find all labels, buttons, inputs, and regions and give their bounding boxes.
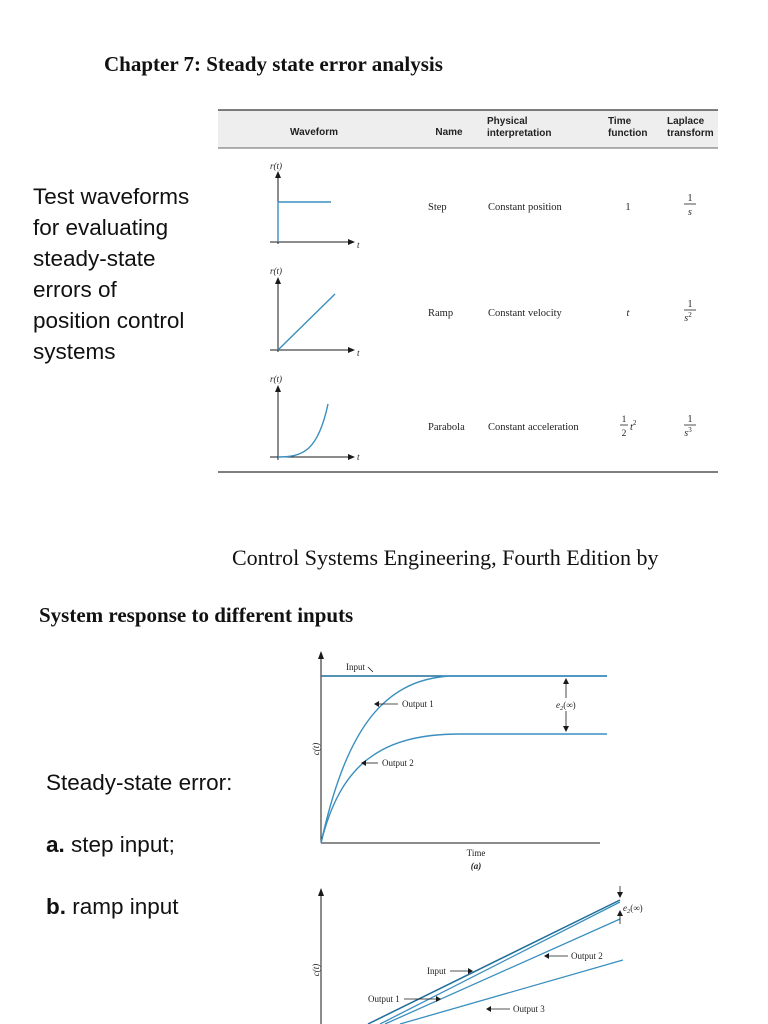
chapter-title: Chapter 7: Steady state error analysis <box>104 52 443 76</box>
caption-a-label: a. <box>46 832 65 857</box>
parabola-axis-x-label: t <box>357 452 360 462</box>
header-name: Name <box>435 127 463 138</box>
fig-b-output1-line <box>380 902 620 1024</box>
parabola-y-arrow <box>275 385 281 392</box>
ramp-y-arrow <box>275 277 281 284</box>
fig-a-error-label: $e_2(\infty)$ <box>556 700 576 712</box>
step-axis-y-label: r(t) <box>270 161 282 171</box>
fig-a-error-arrow-top <box>563 678 569 684</box>
header-waveform: Waveform <box>290 127 338 138</box>
fig-b-input-label: Input <box>427 966 446 976</box>
time-variable: $t^2$ <box>630 419 637 433</box>
fig-a-input-label: Input <box>346 662 365 672</box>
laplace-numerator: 1 <box>687 414 693 425</box>
fig-b-output2-label: Output 2 <box>571 951 603 961</box>
caption-b-label: b. <box>46 894 66 919</box>
fig-b-output3-arrowhead <box>486 1006 491 1012</box>
row-time-function: t <box>626 308 630 319</box>
header-laplace: Laplace <box>667 116 705 127</box>
fig-b-output1-label: Output 1 <box>368 994 400 1004</box>
steady-state-error-caption <box>46 736 286 953</box>
time-fraction-numerator: 1 <box>621 415 627 425</box>
fig-b-output1-arrowhead <box>436 996 441 1002</box>
parabola-waveform <box>278 404 328 457</box>
fig-a-y-arrow <box>318 651 324 659</box>
fig-b-output2-arrowhead <box>544 953 549 959</box>
laplace-denominator: $s^2$ <box>684 311 692 324</box>
laplace-numerator: 1 <box>687 299 693 310</box>
row-interpretation: Constant position <box>488 202 562 213</box>
step-x-arrow <box>348 239 355 245</box>
fig-b-input-line <box>368 900 620 1024</box>
row-name: Step <box>428 202 447 213</box>
row-name: Ramp <box>428 308 454 319</box>
header-interpretation: interpretation <box>487 128 552 139</box>
ramp-waveform <box>278 294 335 350</box>
fig-a-error-arrow-bottom <box>563 726 569 732</box>
caption-line-1: Steady-state error: <box>46 770 233 795</box>
ramp-response-figure <box>300 882 660 1024</box>
ramp-x-arrow <box>348 347 355 353</box>
fig-a-xlabel: Time <box>466 848 486 858</box>
caption-line-b <box>46 891 286 922</box>
book-credit: Control Systems Engineering, Fourth Edition by <box>232 545 659 570</box>
caption-b-text: ramp input <box>66 894 179 919</box>
fig-a-caption: (a) <box>470 861 482 871</box>
step-response-figure <box>300 645 620 875</box>
parabola-x-arrow <box>348 454 355 460</box>
fig-a-ylabel: c(t) <box>311 742 321 756</box>
fig-a-output1-label: Output 1 <box>402 699 434 709</box>
ramp-axis-y-label: r(t) <box>270 266 282 276</box>
step-axis-x-label: t <box>357 240 360 250</box>
fig-b-error-label: $e_2(\infty)$ <box>623 903 643 915</box>
header-function: function <box>608 128 648 139</box>
fig-b-ylabel: c(t) <box>311 963 321 977</box>
fig-b-output3-label: Output 3 <box>513 1004 545 1014</box>
test-waveforms-caption: Test waveforms for evaluating steady-state errors of position control systems <box>33 184 190 364</box>
row-time-function: 1 <box>625 202 631 213</box>
ramp-axis-x-label: t <box>357 348 360 358</box>
test-waveforms-table <box>218 108 718 476</box>
table-row <box>270 266 696 358</box>
fig-a-output2-label: Output 2 <box>382 758 414 768</box>
fig-a-output2-curve <box>321 734 607 843</box>
header-time: Time <box>608 116 632 127</box>
caption-line-a <box>46 829 286 860</box>
row-interpretation: Constant velocity <box>488 308 562 319</box>
step-waveform <box>278 202 331 242</box>
fig-a-output1-arrowhead <box>374 701 379 707</box>
fig-a-input-pointer <box>368 667 373 672</box>
laplace-numerator: 1 <box>687 193 693 204</box>
step-y-arrow <box>275 171 281 178</box>
table-row <box>270 161 696 250</box>
header-transform: transform <box>667 128 714 139</box>
fig-b-y-arrow <box>318 888 324 896</box>
row-name: Parabola <box>428 422 465 433</box>
laplace-denominator: s <box>688 207 692 218</box>
table-row <box>270 374 696 462</box>
parabola-axis-y-label: r(t) <box>270 374 282 384</box>
fig-b-error-arrow-top <box>617 892 623 898</box>
header-physical: Physical <box>487 116 528 127</box>
time-fraction-denominator: 2 <box>621 429 627 439</box>
caption-a-text: step input; <box>64 832 175 857</box>
section-title: System response to different inputs <box>39 603 354 627</box>
laplace-denominator: $s^3$ <box>684 426 692 439</box>
row-interpretation: Constant acceleration <box>488 422 579 433</box>
